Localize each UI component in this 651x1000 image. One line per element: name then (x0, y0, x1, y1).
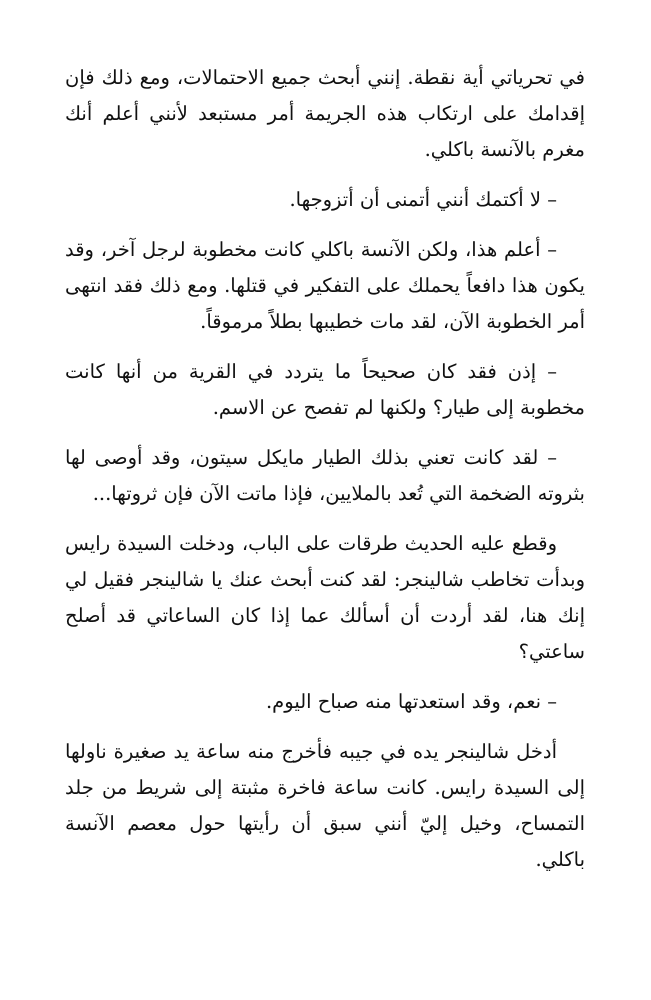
book-page (65, 60, 585, 892)
dialog-line: – إذن فقد كان صحيحاً ما يتردد في القرية من أنها كانت مخطوبة إلى طيار؟ ولكنها لم تفصح عن الاسم. (65, 360, 585, 419)
paragraph-continuation: في تحرياتي أية نقطة. إنني أبحث جميع الاحتمالات، ومع ذلك فإن إقدامك على ارتكاب هذه الجريمة أمر مستبعد لأنني أعلم أنك مغرم بالآنسة باكلي. (65, 66, 585, 161)
narrative-paragraph: وقطع عليه الحديث طرقات على الباب، ودخلت السيدة رايس وبدأت تخاطب شالينجر: لقد كنت أبحث عنك يا شالينجر فقيل لي إنك هنا، لقد أردت أن أسألك عما إذا كان الساعاتي قد أصلح ساعتي؟ (65, 532, 585, 663)
dialog-line: – نعم، وقد استعدتها منه صباح اليوم. (265, 690, 557, 713)
dialog-line: – لا أكتمك أنني أتمنى أن أتزوجها. (289, 188, 557, 211)
dialog-line: – لقد كانت تعني بذلك الطيار مايكل سيتون، وقد أوصى لها بثروته الضخمة التي تُعد بالملايين، فإذا ماتت الآن فإن ثروتها... (65, 446, 585, 505)
dialog-line: – أعلم هذا، ولكن الآنسة باكلي كانت مخطوبة لرجل آخر، وقد يكون هذا دافعاً يحملك على التفكير في قتلها. ومع ذلك فقد انتهى أمر الخطوبة الآن، لقد مات خطيبها بطلاً مرموقاً. (65, 238, 585, 333)
narrative-paragraph: أدخل شالينجر يده في جيبه فأخرج منه ساعة يد صغيرة ناولها إلى السيدة رايس. كانت ساعة فاخرة مثبتة إلى شريط من جلد التمساح، وخيل إليّ أنني سبق أن رأيتها حول معصم الآنسة باكلي. (65, 740, 585, 871)
